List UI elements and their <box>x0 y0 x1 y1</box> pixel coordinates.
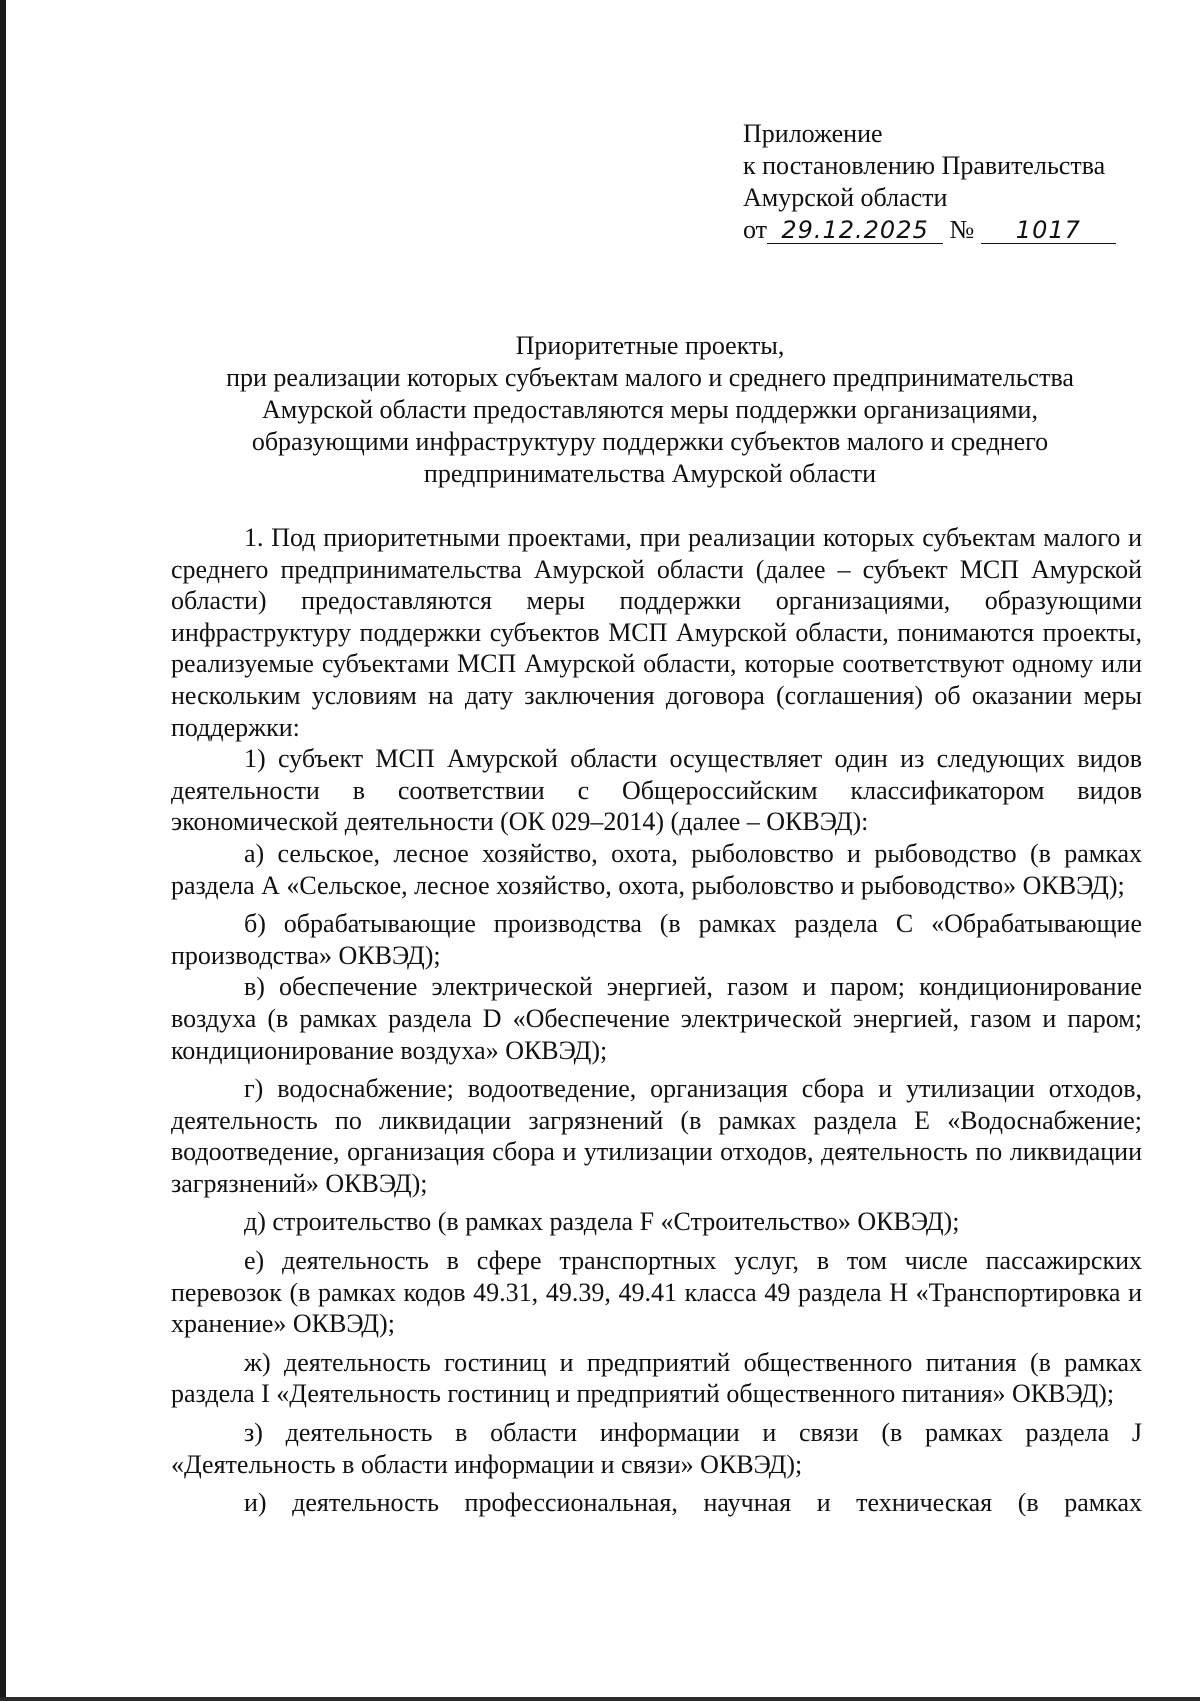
number-prefix: № <box>949 215 975 244</box>
annex-resolution-ref: к постановлению Правительства <box>743 151 1106 180</box>
annex-label: Приложение <box>743 119 883 148</box>
subitem-d: д) строительство (в рамках раздела F «Строительство» ОКВЭД); <box>244 1207 960 1237</box>
title-line: образующими инфраструктуру поддержки субъектов малого и среднего <box>251 427 1049 456</box>
subitem-g: г) водоснабжение; водоотведение, организация сбора и утилизации отходов, деятельность по ликвидации загрязнений (в рамках раздела Е «Водоснабжение; водоотведение, организация сбора и утилизации отходов, деятельность по ликвидации загрязнений» ОКВЭД); <box>171 1074 1142 1198</box>
subitem-i: и) деятельность профессиональная, научная и техническая (в рамках <box>244 1488 1142 1518</box>
scan-left-edge <box>0 0 6 1701</box>
handwritten-date: 29.12.2025 <box>767 217 943 244</box>
title-line: предпринимательства Амурской области <box>423 459 877 488</box>
paragraph-1: 1. Под приоритетными проектами, при реализации которых субъектам малого и среднего предпринимательства Амурской области (далее – субъект МСП Амурской области) предоставляются меры поддержки организациями, образующими инфраструктуру поддержки субъектов МСП Амурской области, понимаются проекты, реализуемые субъектами МСП Амурской области, которые соответствуют одному или нескольким условиям на дату заключения договора (соглашения) об оказании меры поддержки: <box>171 523 1142 742</box>
title-line: Амурской области предоставляются меры поддержки организациями, <box>262 395 1038 424</box>
subitem-e: е) деятельность в сфере транспортных услуг, в том числе пассажирских перевозок (в рамках кодов 49.31, 49.39, 49.41 класса 49 раздела Н «Транспортировка и хранение» ОКВЭД); <box>171 1246 1142 1339</box>
title-line: Приоритетные проекты, <box>515 331 785 360</box>
title-line: при реализации которых субъектам малого и среднего предпринимательства <box>226 363 1074 392</box>
annex-header <box>743 118 1116 246</box>
subitem-zh: ж) деятельность гостиниц и предприятий общественного питания (в рамках раздела I «Деятельность гостиниц и предприятий общественного питания» ОКВЭД); <box>171 1347 1142 1409</box>
document-body <box>171 522 1142 1519</box>
subitem-a: а) сельское, лесное хозяйство, охота, рыболовство и рыбоводство (в рамках раздела А «Сельское, лесное хозяйство, охота, рыболовство и рыбоводство» ОКВЭД); <box>171 838 1142 900</box>
annex-date-number-line <box>743 214 1116 246</box>
subitem-b: б) обрабатывающие производства (в рамках раздела С «Обрабатывающие производства» ОКВЭД); <box>171 909 1142 970</box>
date-prefix: от <box>743 215 768 244</box>
handwritten-number: 1017 <box>981 217 1116 244</box>
scan-bottom-edge <box>0 1697 1200 1701</box>
subitem-v: в) обеспечение электрической энергией, газом и паром; кондиционирование воздуха (в рамках раздела D «Обеспечение электрической энергией, газом и паром; кондиционирование воздуха» ОКВЭД); <box>171 972 1142 1065</box>
subitem-z: з) деятельность в области информации и связи (в рамках раздела J «Деятельность в области информации и связи» ОКВЭД); <box>171 1418 1142 1479</box>
annex-region: Амурской области <box>743 183 948 212</box>
item-1: 1) субъект МСП Амурской области осуществляет один из следующих видов деятельности в соответствии с Общероссийским классификатором видов экономической деятельности (ОК 029–2014) (далее – ОКВЭД): <box>171 744 1142 837</box>
document-title <box>170 330 1130 490</box>
